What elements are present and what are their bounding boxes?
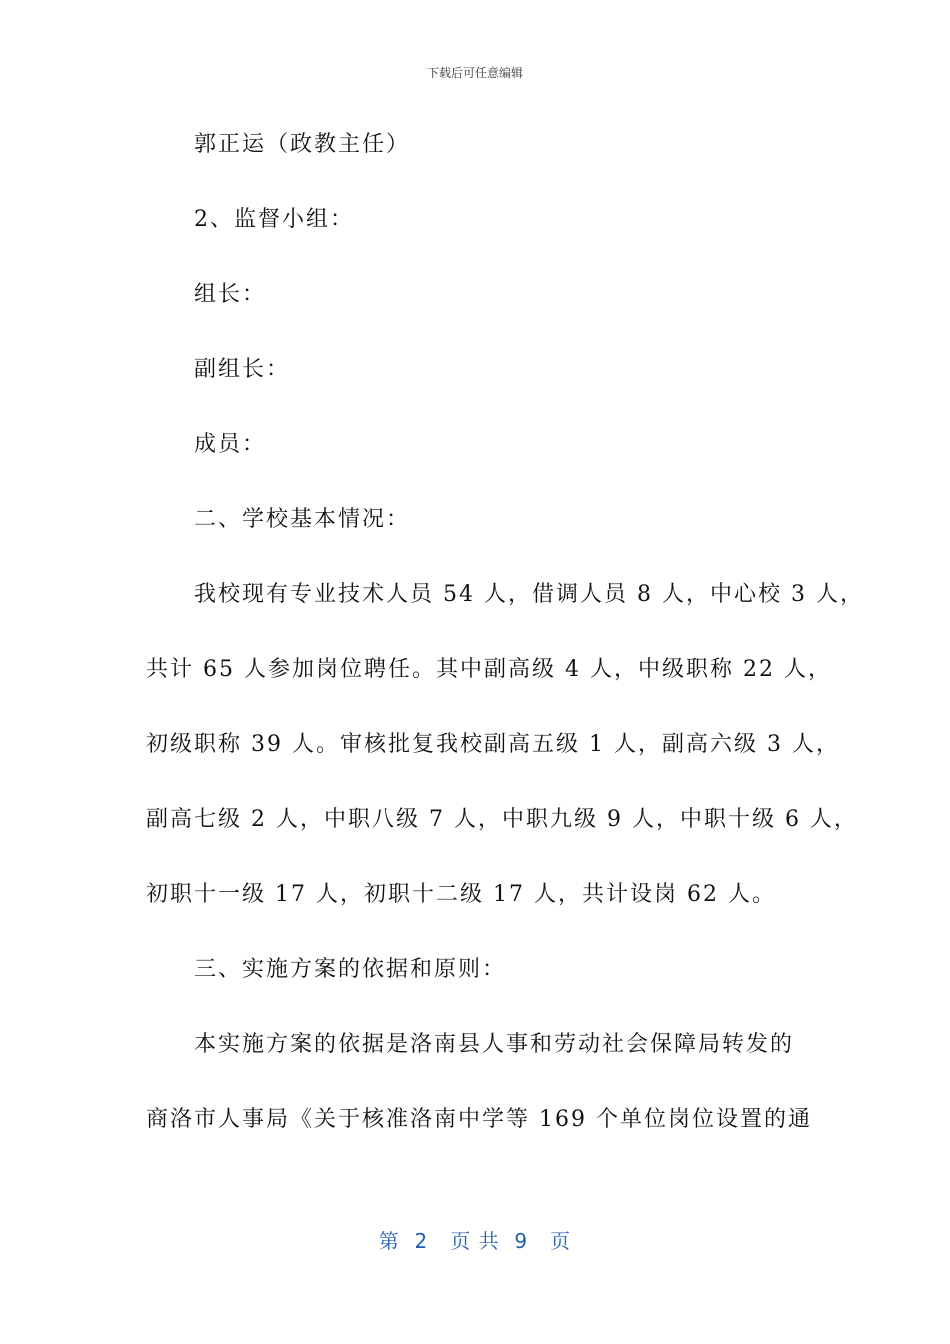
section-heading-3: 三、实施方案的依据和原则：: [194, 957, 507, 982]
paragraph-line-4: 副高七级 2 人，中职八级 7 人，中职九级 9 人，中职十级 6 人，: [146, 807, 858, 832]
section-heading-2: 二、学校基本情况：: [194, 507, 411, 532]
paragraph2-line-1: 本实施方案的依据是洛南县人事和劳动社会保障局转发的: [194, 1032, 795, 1057]
paragraph-line-3: 初级职称 39 人。审核批复我校副高五级 1 人，副高六级 3 人，: [146, 732, 840, 757]
paragraph-line-1: 我校现有专业技术人员 54 人，借调人员 8 人，中心校 3 人，: [194, 582, 864, 607]
text-line-4: 副组长：: [194, 357, 291, 382]
page-footer: 第 2 页 共 9 页: [378, 1229, 572, 1253]
paragraph-line-5: 初职十一级 17 人，初职十二级 17 人，共计设岗 62 人。: [146, 882, 776, 907]
paragraph-line-2: 共计 65 人参加岗位聘任。其中副高级 4 人，中级职称 22 人，: [146, 657, 832, 682]
text-line-2: 2、监督小组：: [194, 207, 354, 232]
paragraph2-line-2: 商洛市人事局《关于核准洛南中学等 169 个单位岗位设置的通: [146, 1107, 812, 1132]
text-line-3: 组长：: [194, 282, 267, 307]
page-header: 下载后可任意编辑: [426, 66, 523, 80]
text-line-1: 郭正运（政教主任）: [194, 132, 411, 157]
text-line-5: 成员：: [194, 432, 267, 457]
